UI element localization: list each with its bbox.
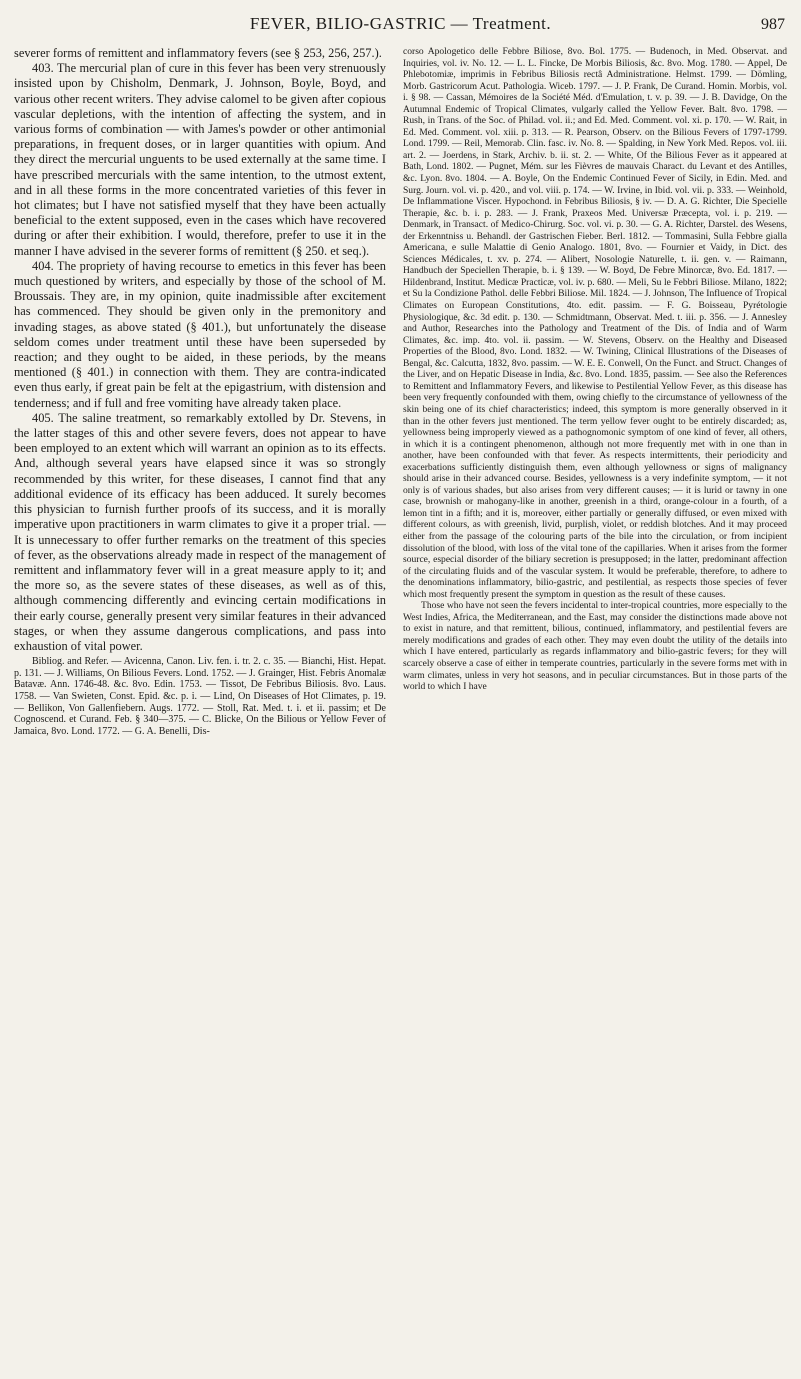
paragraph: Those who have not seen the fevers incidental to inter-tropical countries, more especially to the West Indies, Africa, the Mediterranean, and the East, may consider the distinctions made above not to exist in nature, and that remittent, bilious, continued, inflammatory, and pestilential fevers are merely modifications and grades of each other. They may even doubt the utility of the details into which I have entered, particularly as regards inflammatory and bilio-gastric fevers; for they will scarcely observe a case of either in temperate countries, particularly in the severe forms met with in warm climates, unless in very hot seasons, and in peculiar circumstances. But in those parts of the world to which I have xyxy=(403,600,787,693)
bibliography-references: Bibliog. and Refer. — Avicenna, Canon. Liv. fen. i. tr. 2. c. 35. — Bianchi, Hist. Hepat. p. 131. — J. Williams, On Bilious Fevers. Lond. 1752. — J. Grainger, Hist. Febris Anomalæ Batavæ. Ann. 1746-48. &c. 8vo. Edin. 1753. — Tissot, De Febribus Biliosis. 8vo. Laus. 1758. — Van Swieten, Const. Epid. &c. p. i. — Lind, On Diseases of Hot Climates, p. 19. — Bellikon, Von Gallenfiebern. Augs. 1772. — Stoll, Rat. Med. t. i. et ii. passim; et De Cognoscend. et Curand. Feb. § 340—375. — C. Blicke, On the Bilious or Yellow Fever of Jamaica, 8vo. Lond. 1772. — G. A. Benelli, Dis- xyxy=(14,656,386,737)
paragraph: corso Apologetico delle Febbre Biliose, 8vo. Bol. 1775. — Budenoch, in Med. Observat. and Inquiries, vol. iv. No. 12. — L. L. Fincke, De Morbis Biliosis, &c. 8vo. Mog. 1780. — Appel, De Phlebotomiæ, imprimis in Febribus Biliosis rectâ Administratione. Helmst. 1799. — Dömling, Morb. Gastricorum Acut. Pathologia. Wiceb. 1797. — J. P. Frank, De Curand. Homin. Morbis, vol. i. § 98. — Cassan, Mémoires de la Société Méd. d'Emulation, t. v. p. 39. — J. B. Davidge, On the Autumnal Endemic of Tropical Climates, vulgarly called the Yellow Fever. Balt. 8vo. 1798. — Rush, in Trans. of the Soc. of Philad. vol. ii.; and Ed. Med. Comment. vol. xi. p. 170. — W. Rait, in Ed. Med. Comment. vol. xiii. p. 313. — R. Pearson, Observ. on the Bilious Fevers of 1797-1799. Lond. 1799. — Reil, Memorab. Clin. fasc. iv. No. 8. — Spalding, in New York Med. Repos. vol. iii. art. 2. — Joerdens, in Stark, Archiv. b. ii. st. 2. — White, Of the Bilious Fever as it appeared at Bath, Lond. 1802. — Pugnet, Mém. sur les Fièvres de mauvais Charact. du Levant et des Antilles, &c. Lyon. 8vo. 1804. — A. Boyle, On the Endemic Continued Fever of Sicily, in Edin. Med. and Surg. Journ. vol. vi. p. 420., and vol. viii. p. 174. — W. Irvine, in Ibid. vol. vii. p. 333. — Weinhold, De Inflammatione Viscer. Hypochond. in Febribus Biliosis, § iv. — D. A. G. Richter, Die Specielle Therapie, &c. b. i. p. 283. — J. Frank, Praxeos Med. Universæ Præcepta, vol. i. p. 219. — Denmark, in Transact. of Medico-Chirurg. Soc. vol. vi. p. 30. — G. A. Richter, Darstel. des Wesens, der Erkenntniss u. Behandl. der Gastrischen Fieber. Berl. 1812. — Tommasini, Sulla Febbre gialla Americana, e sulle Malattie di Genio Analogo. 1801, 8vo. — Fournier et Vaidy, in Dict. des Sciences Médicales, t. xv. p. 274. — Alibert, Nosologie Naturelle, t. ii. gen. v. — Raimann, Handbuch der Speciellen Therapie, b. i. § 139. — W. Boyd, De Febre Minorcæ, 8vo. Ed. 1817. — Hildenbrand, Institut. Medicæ Practicæ, vol. iv. p. 680. — Meli, Su le Febbri Biliose. Milano, 1822; et Su la Condizione Pathol. delle Febbri Biliose. Mil. 1824. — J. Johnson, The Influence of Tropical Climates on European Constitutions, 4to. edit. passim. — F. G. Boisseau, Pyrétologie Physiologique, &c. 3d edit. p. 130. — Schmidtmann, Observat. Med. t. iii. p. 356. — J. Annesley and Author, Researches into the Pathology and Treatment of the Dis. of India and of Warm Climates, &c. imp. 4to. vol. ii. passim. — W. Stevens, Observ. on the Healthy and Diseased Properties of the Blood, 8vo. Lond. 1832. — W. Twining, Clinical Illustrations of the Diseases of Bengal, &c. Calcutta, 1832, 8vo. passim. — W. E. E. Conwell, On the Funct. and Struct. Changes of the Liver, and on Hepatic Disease in India, &c. 8vo. Lond. 1835, passim. — See also the References to Remittent and Inflammatory Fevers, and likewise to Pestilential Yellow Fever, as this disease has been very frequently confounded with them, owing chiefly to the circumstance of yellowness of the skin being one of its chief characteristics; indeed, this symptom is more generally observed in it than in the other fevers just mentioned. The term yellow fever ought to be entirely discarded; as, yellowness being improperly viewed as a pathognomonic symptom of one kind of fever, all others, in which it is a contingent phenomenon, although not more frequently met with in one than in another, have been confounded with that fever. As respects intermittents, their periodicity and exacerbations sufficiently distinguish them, even although yellowness or signs of malignancy should arise in their advanced course. Besides, yellowness is a very indefinite symptom, — it not only is of various shades, but also arises from very different causes; — it is lurid or tawny in one case, brownish or mahogany-like in another, greenish in a third, orange-colour in a fourth, of a lemon tint in a fifth; and it is, moreover, either partially or generally diffused, or even mixed with different colours, as with greenish, livid, purplish, violet, or reddish blotches. And it may proceed either from the passage of the colouring parts of the bile into the circulation, or from incipient dissolution of the blood, with loss of the vital tone of the capillaries. When it arises from the former source, especial disorder of the biliary secretion is presupposed; in the latter, predominant affection of the circulating fluids and of the vascular system. It would be preferable, therefore, to adhere to the denominations inflammatory, bilio-gastric, and pestilential, as respects those species of fever which most frequently present the symptom in question as the result of these causes. xyxy=(403,46,787,600)
left-column xyxy=(14,46,386,1372)
right-column xyxy=(403,46,787,1372)
running-title: FEVER, BILIO-GASTRIC — Treatment. xyxy=(249,14,552,33)
page-number: 987 xyxy=(761,16,785,33)
paragraph: severer forms of remittent and inflammatory fevers (see § 253, 256, 257.). xyxy=(14,46,382,60)
paragraph: 404. The propriety of having recourse to emetics in this fever has been much questioned by writers, and especially by those of the school of M. Broussais. They are, in my opinion, quite inadmissible after excitement has commenced. They should be given only in the premonitory and invading stages, as above stated (§ 401.), but unfortunately the disease seldom comes under treatment until these have been superseded by reaction; and they ought to be aided, in these periods, by the means mentioned (§ 401.) in connection with them. They are contra-indicated even thus early, if great pain be felt at the epigastrium, with distension and tenderness; and if full and free vomiting have already taken place. xyxy=(14,258,386,410)
paragraph: 403. The mercurial plan of cure in this fever has been very strenuously insisted upon by Chisholm, Denmark, J. Johnson, Boyle, Boyd, and various other recent writers. They advise calomel to be given after copious vascular depletions, with the intention of affecting the system, and in various forms of combination — with James's powder or other antimonial preparations, in frequent doses, or in larger quantities with opium. And they direct the mercurial unguents to be used externally at the same time. I have prescribed mercurials with the same intention, to the utmost extent, and in all these forms in the more concentrated varieties of this fever in hot climates; but I have not satisfied myself that they have been actually beneficial to the extent supposed, even in the cases which have recovered during or after their exhibition. I would, therefore, prefer to use it in the manner I have advised in the severer forms of remittent (§ 250. et seq.). xyxy=(14,61,386,258)
paragraph: 405. The saline treatment, so remarkably extolled by Dr. Stevens, in the latter stages of this and other severe fevers, does not appear to have been employed to an extent which will warrant an opinion as to its effects. And, although several years have elapsed since it was so strongly recommended by this writer, for these diseases, I cannot find that any additional evidence of its efficacy has been adduced. It surely becomes this physician to furnish further proofs of its success, and it is morally imperative upon practitioners in warm climates to give it a proper trial. — It is unnecessary to offer further remarks on the treatment of this species of fever, as the observations already made in respect of the management of remittent and inflammatory fever will in a great measure apply to it; and the more so, as the severe states of these diseases, as well as of this, although commencing differently and evincing certain modifications in their early course, generally present very similar features in their advanced stages, or when they assume dangerous complications, and pass into exhaustion of vital power. xyxy=(14,410,386,653)
running-header xyxy=(0,12,801,38)
